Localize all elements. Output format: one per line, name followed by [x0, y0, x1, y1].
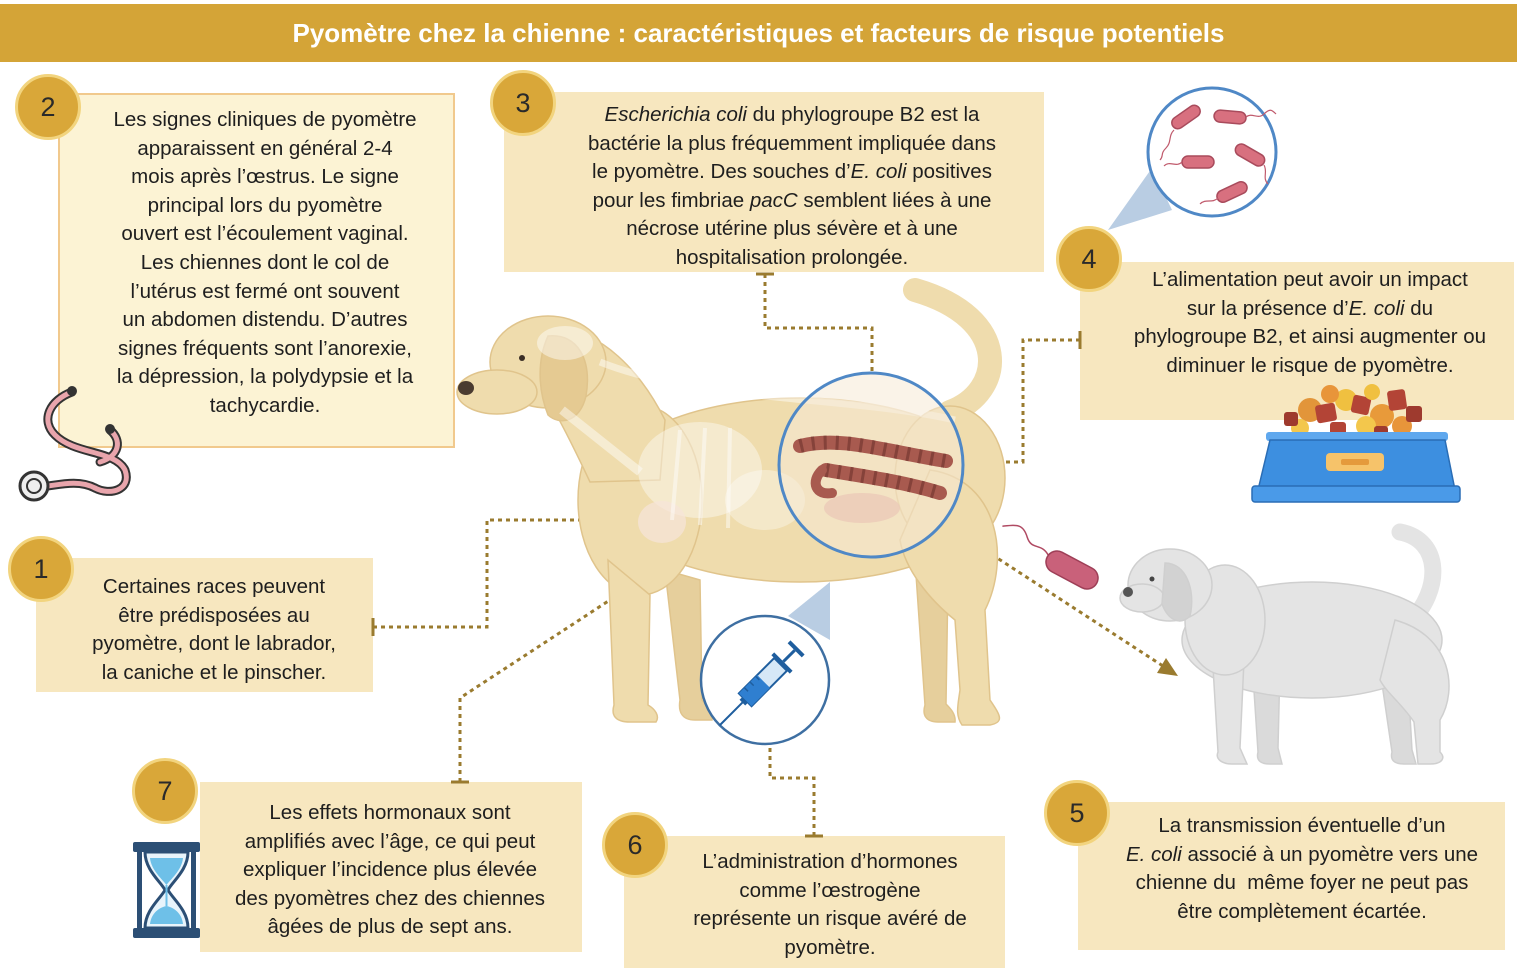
connector-3 — [765, 274, 872, 374]
labrador-dog-icon — [457, 290, 1005, 725]
dog-chest — [578, 405, 702, 595]
grey-dog-head — [1128, 549, 1212, 621]
callout-4-line: diminuer le risque de pyomètre. — [1166, 353, 1454, 377]
callout-2-line: mois après l’œstrus. Le signe — [131, 165, 399, 189]
callout-2-text — [85, 106, 445, 421]
callout-2-line: ouvert est l’écoulement vaginal. — [121, 222, 409, 246]
callout-2-line: la dépression, la polydypsie et la — [116, 365, 414, 389]
badge-number: 1 — [33, 553, 49, 584]
grey-dog-tail — [1400, 532, 1433, 622]
callout-4-line: phylogroupe B2, et ainsi augmenter ou — [1133, 325, 1487, 349]
bowl-body — [1258, 440, 1455, 490]
callout-2-line: un abdomen distendu. D’autres — [122, 308, 408, 332]
uterus-magnifier-icon — [779, 373, 963, 557]
uterine-horn-upper — [800, 443, 946, 461]
badge-number: 2 — [40, 91, 56, 122]
syringe-icon — [701, 616, 829, 744]
gene-name-italic: pacC — [749, 188, 798, 212]
bacteria-lens-icon — [1148, 88, 1276, 216]
badge-1 — [8, 536, 74, 602]
callout-3-text — [552, 101, 1032, 273]
grey-dog-front-leg — [1212, 650, 1247, 764]
dog-head — [490, 316, 606, 408]
callout-7-line: des pyomètres chez des chiennes — [235, 886, 545, 910]
text-segment: associé à un pyomètre vers une — [1181, 842, 1479, 866]
callout-6-text — [650, 848, 1010, 962]
grey-dog-hind-leg — [1380, 620, 1449, 764]
badge-number: 5 — [1069, 797, 1085, 828]
connector-6 — [770, 746, 814, 836]
callout-7-line: amplifiés avec l’âge, ce qui peut — [244, 829, 536, 853]
badge-number: 4 — [1081, 243, 1097, 274]
callout-5-line: être complètement écartée. — [1177, 899, 1427, 923]
callout-1-line: être prédisposées au — [118, 603, 310, 627]
page-title — [0, 4, 1517, 62]
callout-3-line: nécrose utérine plus sévère et à une — [626, 217, 958, 241]
grey-dog-body — [1182, 582, 1442, 698]
callout-4-text — [1110, 266, 1510, 380]
callout-1-line: Certaines races peuvent — [102, 575, 326, 598]
grey-dog-nose — [1123, 587, 1133, 597]
callout-3-line — [552, 187, 1032, 216]
callout-1-line: pyomètre, dont le labrador, — [92, 632, 336, 656]
species-name-italic: E. coli — [850, 160, 907, 184]
callout-6-line: pyomètre. — [784, 935, 876, 959]
dog-rump — [895, 406, 1005, 550]
callout-6-line: L’administration d’hormones — [702, 850, 958, 873]
callout-2-line: tachycardie. — [209, 393, 321, 417]
badge-number: 6 — [627, 829, 643, 860]
syringe-lens-beam — [788, 582, 830, 640]
callout-7-line: Les effets hormonaux sont — [269, 801, 511, 824]
badge-7 — [132, 758, 198, 824]
dog-tail — [915, 290, 990, 412]
badge-6 — [602, 812, 668, 878]
callout-3-line: hospitalisation prolongée. — [675, 245, 909, 269]
transmission-arrowhead — [1157, 658, 1178, 676]
anatomy-overlay — [537, 326, 955, 543]
callout-2-line: l’utérus est fermé ont souvent — [130, 279, 400, 303]
badge-4 — [1056, 226, 1122, 292]
callout-2-line: signes fréquents sont l’anorexie, — [117, 336, 412, 360]
dog-hind-leg — [900, 470, 999, 725]
badge-number: 3 — [515, 87, 531, 118]
grey-dog-ear — [1162, 563, 1192, 621]
callout-7-line: expliquer l’incidence plus élevée — [242, 858, 538, 882]
bacterium-icon — [994, 519, 1103, 593]
callout-7-text — [215, 799, 565, 942]
stethoscope-chestpiece — [20, 472, 48, 500]
text-segment: sur la présence d’ — [1186, 296, 1349, 320]
dog-eye — [519, 355, 525, 361]
text-segment: du — [1404, 296, 1434, 320]
page-title-text: Pyomètre chez la chienne : caractéristiques et facteurs de risque potentiels — [292, 17, 1225, 48]
dog-muzzle — [457, 370, 537, 414]
badge-3 — [490, 70, 556, 136]
callout-5-line — [1100, 841, 1504, 870]
callout-2-line: principal lors du pyomètre — [147, 193, 383, 217]
hourglass-icon — [133, 842, 200, 938]
badge-5 — [1044, 780, 1110, 846]
text-segment: le pyomètre. Des souches d’ — [592, 160, 851, 184]
dog-front-leg — [608, 560, 657, 722]
dog-far-front-leg — [665, 570, 712, 720]
grey-dog-muzzle — [1120, 584, 1164, 612]
species-name-italic: E. coli — [1348, 296, 1405, 320]
badge-2 — [15, 74, 81, 140]
callout-2-line: apparaissent en général 2-4 — [137, 136, 393, 160]
text-segment: pour les fimbriae — [592, 188, 750, 212]
callout-5-line: La transmission éventuelle d’un — [1158, 814, 1446, 837]
grey-dog-icon — [1120, 532, 1449, 764]
callout-1-text — [44, 573, 384, 687]
callout-1-line: la caniche et le pinscher. — [101, 660, 327, 684]
text-segment: semblent liées à une — [797, 188, 992, 212]
species-name-italic: Escherichia coli — [604, 103, 747, 126]
callout-3-line: bactérie la plus fréquemment impliquée dans — [588, 131, 996, 155]
badge-number: 7 — [157, 775, 173, 806]
connector-4 — [964, 340, 1080, 462]
callout-6-line: représente un risque avéré de — [693, 907, 967, 931]
species-name-italic: E. coli — [1125, 842, 1182, 866]
connector-caps — [373, 274, 1080, 836]
callout-2-line: Les chiennes dont le col de — [140, 250, 390, 274]
bacteria-lens-beam — [1108, 168, 1172, 230]
callout-5-line: chienne du même foyer ne peut pas — [1135, 871, 1469, 895]
text-segment: du phylogroupe B2 est la — [746, 103, 980, 126]
bowl-label — [1326, 453, 1384, 471]
grey-dog-far-front-leg — [1252, 660, 1282, 764]
dog-ear — [540, 336, 587, 421]
callout-4-line: L’alimentation peut avoir un impact — [1152, 268, 1468, 291]
grey-dog-chest — [1185, 565, 1265, 675]
dog-far-hind-leg — [915, 560, 955, 722]
callout-7-line: âgées de plus de sept ans. — [267, 915, 513, 939]
dog-body — [600, 398, 1000, 582]
uterine-horn-lower — [826, 470, 940, 493]
callout-2-line: Les signes cliniques de pyomètre — [113, 108, 417, 131]
dog-neck — [548, 330, 665, 482]
connector-7 — [460, 562, 668, 782]
grey-dog-far-hind-leg — [1380, 670, 1416, 764]
callout-4-line — [1110, 295, 1510, 324]
connector-1 — [373, 520, 600, 627]
callout-5-text — [1100, 812, 1504, 926]
transmission-arrow-line — [965, 537, 1166, 668]
text-segment: positives — [906, 160, 992, 184]
connector-lines — [373, 274, 1166, 836]
grey-dog-eye — [1150, 577, 1155, 582]
callout-6-line: comme l’œstrogène — [739, 878, 921, 902]
dog-nose — [458, 381, 474, 395]
callout-3-line — [552, 101, 1032, 130]
callout-3-line — [552, 158, 1032, 187]
